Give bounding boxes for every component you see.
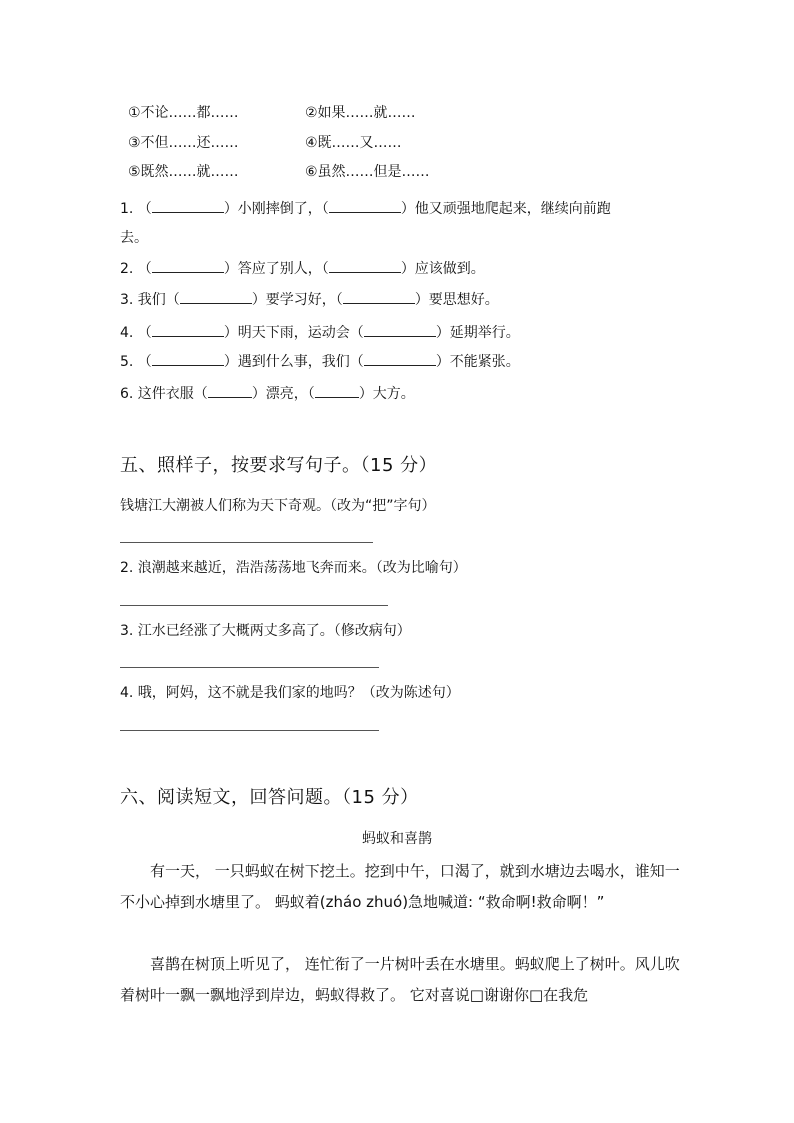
answer-blank[interactable] — [343, 289, 415, 304]
rewrite-question-1: 钱塘江大潮被人们称为天下奇观。（改为“把”字句） — [120, 498, 436, 514]
answer-line[interactable] — [120, 542, 373, 543]
answer-blank[interactable] — [180, 289, 252, 304]
rewrite-question-3: 3. 江水已经涨了大概两丈多高了。（修改病句） — [120, 623, 411, 639]
answer-blank[interactable] — [364, 351, 436, 366]
question-5: 5. （ ）遇到什么事，我们（ ）不能紧张。 — [120, 351, 520, 372]
question-6: 6. 这件衣服（ ）漂亮，（ ）大方。 — [120, 383, 415, 404]
question-4: 4. （ ）明天下雨，运动会（ ）延期举行。 — [120, 322, 520, 343]
section-6-heading: 六、阅读短文，回答问题。（15 分） — [120, 787, 419, 808]
question-1-continued: 去。 — [120, 230, 148, 246]
answer-line[interactable] — [120, 605, 388, 606]
rewrite-question-2: 2. 浪潮越来越近，浩浩荡荡地飞奔而来。（改为比喻句） — [120, 560, 467, 576]
answer-blank[interactable] — [152, 198, 224, 213]
question-1: 1. （ ）小刚摔倒了，（ ）他又顽强地爬起来，继续向前跑 — [120, 198, 611, 219]
option-6: ⑥虽然……但是…… — [305, 164, 430, 180]
answer-line[interactable] — [120, 667, 379, 668]
question-3: 3. 我们（ ）要学习好，（ ）要思想好。 — [120, 289, 499, 310]
passage-paragraph-2: 喜鹊在树顶上听见了， 连忙衔了一片树叶丢在水塘里。蚂蚁爬上了树叶。风儿吹着树叶一飘一飘地浮到岸边，蚂蚁得救了。 它对喜说□谢谢你□在我危 — [120, 955, 680, 1004]
question-2: 2. （ ）答应了别人，（ ）应该做到。 — [120, 258, 485, 279]
answer-blank[interactable] — [364, 322, 436, 337]
passage-paragraph-1: 有一天， 一只蚂蚁在树下挖土。挖到中午，口渴了，就到水塘边去喝水，谁知一不小心掉到水塘里了。 蚂蚁着(zháo zhuó)急地喊道: “救命啊!救命啊！” — [120, 862, 680, 911]
answer-blank[interactable] — [152, 258, 224, 273]
section-5-heading: 五、照样子，按要求写句子。（15 分） — [120, 455, 438, 476]
answer-blank[interactable] — [315, 383, 359, 398]
answer-blank[interactable] — [329, 198, 401, 213]
answer-line[interactable] — [120, 730, 379, 731]
answer-blank[interactable] — [208, 383, 252, 398]
passage-title: 蚂蚁和喜鹊 — [362, 831, 432, 847]
option-4: ④既……又…… — [305, 135, 402, 151]
option-3: ③不但……还…… — [128, 135, 239, 151]
option-2: ②如果……就…… — [305, 105, 416, 121]
answer-blank[interactable] — [329, 258, 401, 273]
answer-blank[interactable] — [152, 351, 224, 366]
rewrite-question-4: 4. 哦，阿妈，这不就是我们家的地吗？（改为陈述句） — [120, 685, 460, 701]
answer-blank[interactable] — [152, 322, 224, 337]
option-1: ①不论……都…… — [128, 105, 239, 121]
option-5: ⑤既然……就…… — [128, 164, 239, 180]
